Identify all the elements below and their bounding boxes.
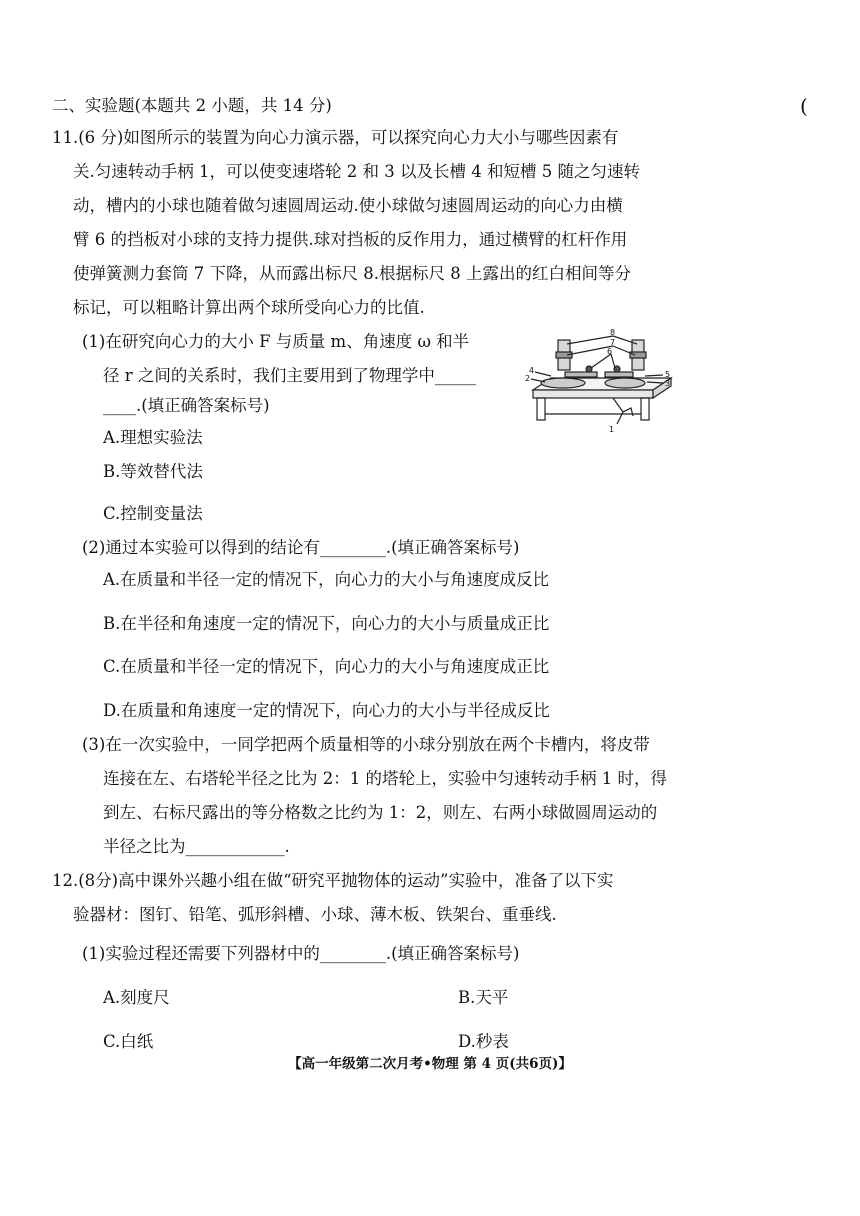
q11-part3-line-3: 到左、右标尺露出的等分格数之比约为 1：2，则左、右两小球做圆周运动的 [103, 803, 658, 822]
q11-part1-line-2: 径 r 之间的关系时，我们主要用到了物理学中_____ [103, 366, 477, 385]
q11-part3-line-2: 连接在左、右塔轮半径之比为 2：1 的塔轮上，实验中匀速转动手柄 1 时，得 [103, 769, 667, 788]
figure-label-2: 2 [525, 374, 531, 383]
figure-label-5: 5 [665, 370, 671, 379]
q12-part1-question: (1)实验过程还需要下列器材中的________.(填正确答案标号) [82, 944, 520, 963]
q11-intro-line-2: 关.匀速转动手柄 1，可以使变速塔轮 2 和 3 以及长槽 4 和短槽 5 随之匀速转 [73, 162, 640, 181]
q11-part3-line-4: 半径之比为____________. [103, 837, 290, 856]
q11-part2-option-d: D.在质量和角速度一定的情况下，向心力的大小与半径成反比 [103, 701, 550, 720]
q12-option-d: D.秒表 [458, 1032, 509, 1051]
centripetal-force-apparatus-figure [525, 328, 675, 438]
q12-intro-line-1: 12.(8分)高中课外兴趣小组在做“研究平抛物体的运动”实验中，准备了以下实 [52, 871, 614, 890]
q12-intro-line-2: 验器材：图钉、铅笔、弧形斜槽、小球、薄木板、铁架台、重垂线. [73, 905, 557, 924]
q11-part2-question: (2)通过本实验可以得到的结论有________.(填正确答案标号) [82, 538, 520, 557]
q11-part1-line-3: ____.(填正确答案标号) [103, 396, 270, 415]
q11-part2-option-a: A.在质量和半径一定的情况下，向心力的大小与角速度成反比 [103, 570, 550, 589]
q12-option-a: A.刻度尺 [103, 988, 170, 1007]
corner-mark: ( [800, 94, 808, 118]
figure-label-6: 6 [607, 347, 613, 356]
figure-label-3: 3 [665, 379, 671, 388]
q11-part2-option-b: B.在半径和角速度一定的情况下，向心力的大小与质量成正比 [103, 614, 550, 633]
figure-label-8: 8 [610, 328, 616, 337]
section-heading: 二、实验题(本题共 2 小题，共 14 分) [52, 96, 332, 115]
page-footer: 【高一年级第二次月考•物理 第 4 页(共6页)】 [288, 1056, 572, 1072]
q11-part1-line-1: (1)在研究向心力的大小 F 与质量 m、角速度 ω 和半 [82, 332, 470, 351]
q11-part1-option-a: A.理想实验法 [103, 428, 203, 447]
q11-intro-line-6: 标记，可以粗略计算出两个球所受向心力的比值. [73, 298, 425, 317]
q11-part2-option-c: C.在质量和半径一定的情况下，向心力的大小与角速度成正比 [103, 657, 550, 676]
figure-label-4: 4 [529, 366, 535, 375]
q11-intro-line-4: 臂 6 的挡板对小球的支持力提供.球对挡板的反作用力，通过横臂的杠杆作用 [73, 230, 628, 249]
q11-part1-option-c: C.控制变量法 [103, 504, 203, 523]
q11-intro-line-5: 使弹簧测力套筒 7 下降，从而露出标尺 8.根据标尺 8 上露出的红白相间等分 [73, 264, 631, 283]
q11-intro-line-3: 动，槽内的小球也随着做匀速圆周运动.使小球做匀速圆周运动的向心力由横 [73, 196, 623, 215]
q11-part3-line-1: (3)在一次实验中，一同学把两个质量相等的小球分别放在两个卡槽内，将皮带 [82, 735, 650, 754]
figure-label-1: 1 [609, 425, 615, 434]
q11-part1-option-b: B.等效替代法 [103, 462, 203, 481]
q11-intro-line-1: 11.(6 分)如图所示的装置为向心力演示器，可以探究向心力大小与哪些因素有 [52, 128, 619, 147]
q12-option-b: B.天平 [458, 988, 509, 1007]
q12-option-c: C.白纸 [103, 1032, 154, 1051]
figure-label-7: 7 [610, 338, 616, 347]
